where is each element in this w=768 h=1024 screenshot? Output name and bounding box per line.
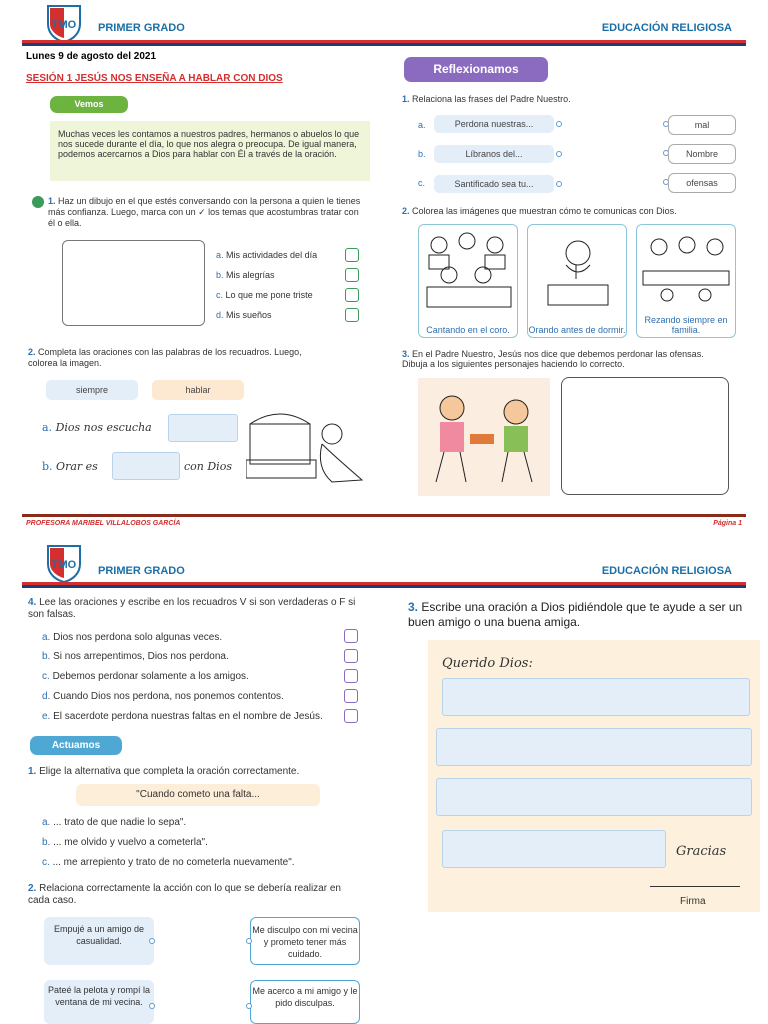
r1-a-letter: a. (418, 120, 426, 130)
a3-text: Escribe una oración a Dios pidiéndole que te ayude a ser un buen amigo o una buena amiga. (408, 600, 743, 629)
question-2: 2. Completa las oraciones con las palabras de los recuadros. Luego, colorea la imagen. (28, 347, 302, 368)
q1-text: Haz un dibujo en el que estés conversando con la persona a quien le tienes más confianza. Luego, marca con un ✓ los temas que acostumbras tratar con él o ella. (48, 196, 361, 228)
a1: 1. Elige la alternativa que completa la oración correctamente. (28, 766, 300, 777)
q4-b-text: Si nos arrepentimos, Dios nos perdona. (53, 651, 229, 662)
r1-c-letter: c. (418, 178, 426, 188)
act-r-1: Me disculpo con mi vecina y prometo tener más cuidado. (250, 917, 360, 965)
a1-c-letter: c. (42, 857, 50, 868)
teacher-name: PROFESORA MARIBEL VILLALOBOS GARCÍA (26, 520, 181, 527)
pencil-icon (32, 196, 44, 208)
grade-title-2: PRIMER GRADO (98, 565, 185, 577)
letter-line-2[interactable] (436, 728, 752, 766)
letter-line-4[interactable] (442, 830, 666, 868)
header-rule-blue (22, 43, 746, 46)
r1-c-dot[interactable] (556, 181, 562, 187)
q2-text: Completa las oraciones con las palabras de los recuadros. Luego, colorea la imagen. (28, 347, 302, 368)
checkbox-b[interactable] (345, 268, 359, 282)
child-praying-bed-image (246, 404, 372, 484)
r2-text: Colorea las imágenes que muestran cómo te comunicas con Dios. (412, 206, 677, 216)
question-1: 1. Haz un dibujo en el que estés conversando con la persona a quien le tienes más confianza. Luego, marca con un ✓ los temas que acostumbras tratar con él o ella. (48, 196, 361, 228)
q4-e-text: El sacerdote perdona nuestras faltas en el nombre de Jesús. (53, 711, 323, 722)
r1-a-dot[interactable] (556, 121, 562, 127)
page-number: Página 1 (713, 520, 742, 527)
q4-c-box[interactable] (344, 669, 358, 683)
letter-greeting: Querido Dios: (442, 656, 533, 671)
sentence-a: a. Dios nos escucha (42, 421, 152, 434)
act-r-2-dot[interactable] (246, 1003, 252, 1009)
sentence-a-text: Dios nos escucha (55, 421, 152, 434)
opt-c-letter: c. (216, 290, 224, 300)
q4-a-letter: a. (42, 632, 51, 643)
checkbox-a[interactable] (345, 248, 359, 262)
footer-rule (22, 514, 746, 517)
q4-a-box[interactable] (344, 629, 358, 643)
r1-mal: mal (668, 115, 736, 135)
checkbox-d[interactable] (345, 308, 359, 322)
a1-c-text[interactable]: ... me arrepiento y trato de no cometerla nuevamente". (52, 857, 295, 868)
word-hablar: hablar (152, 380, 244, 400)
a3: 3. Escribe una oración a Dios pidiéndole que te ayude a ser un buen amigo o una buena amiga. (408, 600, 743, 629)
a1-text: Elige la alternativa que completa la oración correctamente. (39, 766, 300, 777)
act-l-2: Pateé la pelota y rompí la ventana de mi vecina. (44, 980, 154, 1024)
caption-family: Rezando siempre en familia. (644, 315, 728, 335)
image-family[interactable] (636, 224, 736, 338)
opt-b-text: Mis alegrías (226, 270, 275, 280)
r3-text: En el Padre Nuestro, Jesús nos dice que debemos perdonar las ofensas. Dibuja a los siguientes personajes haciendo lo correcto. (402, 349, 704, 369)
q4-a-text: Dios nos perdona solo algunas veces. (53, 632, 223, 643)
drawing-box-2[interactable] (561, 377, 729, 495)
session-title: SESIÓN 1 JESÚS NOS ENSEÑA A HABLAR CON DIOS (26, 73, 283, 84)
sentence-b-text: Orar es (56, 460, 98, 473)
intro-box (50, 121, 370, 181)
word-siempre: siempre (46, 380, 138, 400)
q4-e-box[interactable] (344, 709, 358, 723)
a2: 2. Relaciona correctamente la acción con lo que se debería realizar en cada caso. (28, 883, 341, 906)
svg-text:TMO: TMO (51, 19, 77, 31)
a1-b-letter: b. (42, 837, 51, 848)
q4-c-text: Debemos perdonar solamente a los amigos. (52, 671, 249, 682)
r2: 2. Colorea las imágenes que muestran cómo te comunicas con Dios. (402, 206, 677, 216)
opt-b-letter: b. (216, 270, 224, 280)
act-r-1-dot[interactable] (246, 938, 252, 944)
image-praying[interactable] (527, 224, 627, 338)
r1: 1. Relaciona las frases del Padre Nuestro. (402, 94, 571, 104)
intro-text: Muchas veces les contamos a nuestros padres, hermanos o abuelos lo que nos sucede durante el día, lo que nos alegra o preocupa. De igual manera, podemos acercarnos a Dios para hablar con Él a través de la oración. (58, 129, 360, 159)
quote-box: "Cuando cometo una falta... (76, 784, 320, 806)
signature-label: Firma (680, 896, 706, 907)
r1-c: Santificado sea tu... (434, 175, 554, 193)
q4-b-letter: b. (42, 651, 51, 662)
act-r-2: Me acerco a mi amigo y le pido disculpas. (250, 980, 360, 1024)
caption-praying: Orando antes de dormir. (528, 325, 626, 335)
a2-text: Relaciona correctamente la acción con lo que se debería realizar en cada caso. (28, 883, 341, 906)
opt-c-text: Lo que me pone triste (225, 290, 313, 300)
r1-text: Relaciona las frases del Padre Nuestro. (412, 94, 571, 104)
a1-a-letter: a. (42, 817, 51, 828)
school-logo-2 (46, 542, 82, 582)
image-choir[interactable] (418, 224, 518, 338)
sentence-b-start: b. Orar es (42, 460, 98, 473)
school-logo (46, 2, 82, 42)
blank-b[interactable] (112, 452, 180, 480)
q4-c-letter: c. (42, 671, 50, 682)
r1-ofensas: ofensas (668, 173, 736, 193)
caption-choir: Cantando en el coro. (426, 325, 510, 335)
act-l-1: Empujé a un amigo de casualidad. (44, 917, 154, 965)
vemos-label: Vemos (74, 99, 104, 109)
r1-b-letter: b. (418, 149, 426, 159)
q4-d-text: Cuando Dios nos perdona, nos ponemos contentos. (53, 691, 284, 702)
subject-title: EDUCACIÓN RELIGIOSA (601, 22, 732, 34)
r1-b-dot[interactable] (556, 151, 562, 157)
subject-title-2: EDUCACIÓN RELIGIOSA (601, 565, 732, 577)
opt-a-letter: a. (216, 250, 224, 260)
r1-b: Líbranos del... (434, 145, 554, 163)
reflexionamos-badge (404, 57, 548, 82)
opt-d-text: Mis sueños (226, 310, 272, 320)
actuamos-label: Actuamos (51, 740, 101, 751)
q4-d-box[interactable] (344, 689, 358, 703)
letter-thanks: Gracias (676, 844, 727, 859)
r1-nombre: Nombre (668, 144, 736, 164)
opt-a-text: Mis actividades del día (226, 250, 318, 260)
blank-a[interactable] (168, 414, 238, 442)
question-4: 4. Lee las oraciones y escribe en los recuadros V si son verdaderas o F si son falsas. (28, 597, 356, 620)
reflexionamos-label: Reflexionamos (433, 62, 519, 76)
signature-line[interactable] (650, 886, 740, 887)
svg-text:TMO: TMO (51, 559, 77, 571)
opt-d-letter: d. (216, 310, 224, 320)
q4-e-letter: e. (42, 711, 51, 722)
letter-area (428, 640, 760, 912)
header-rule-blue-2 (22, 585, 746, 588)
q4-d-letter: d. (42, 691, 51, 702)
q4-b-box[interactable] (344, 649, 358, 663)
r1-a: Perdona nuestras... (434, 115, 554, 133)
letter-line-1[interactable] (442, 678, 750, 716)
sentence-b-end: con Dios (184, 460, 232, 473)
vemos-badge (50, 96, 128, 113)
a1-a-text[interactable]: ... trato de que nadie lo sepa". (53, 817, 187, 828)
checkbox-c[interactable] (345, 288, 359, 302)
r3: 3. En el Padre Nuestro, Jesús nos dice que debemos perdonar las ofensas. Dibuja a los siguientes personajes haciendo lo correcto. (402, 349, 704, 369)
a1-b-text[interactable]: ... me olvido y vuelvo a cometerla". (53, 837, 208, 848)
date: Lunes 9 de agosto del 2021 (26, 51, 157, 62)
q4-text: Lee las oraciones y escribe en los recuadros V si son verdaderas o F si son falsas. (28, 597, 356, 620)
grade-title: PRIMER GRADO (98, 22, 185, 34)
act-l-1-dot[interactable] (149, 938, 155, 944)
drawing-box-1[interactable] (62, 240, 205, 326)
kids-forgiving-image (418, 378, 550, 496)
act-l-2-dot[interactable] (149, 1003, 155, 1009)
actuamos-badge (30, 736, 122, 755)
letter-line-3[interactable] (436, 778, 752, 816)
